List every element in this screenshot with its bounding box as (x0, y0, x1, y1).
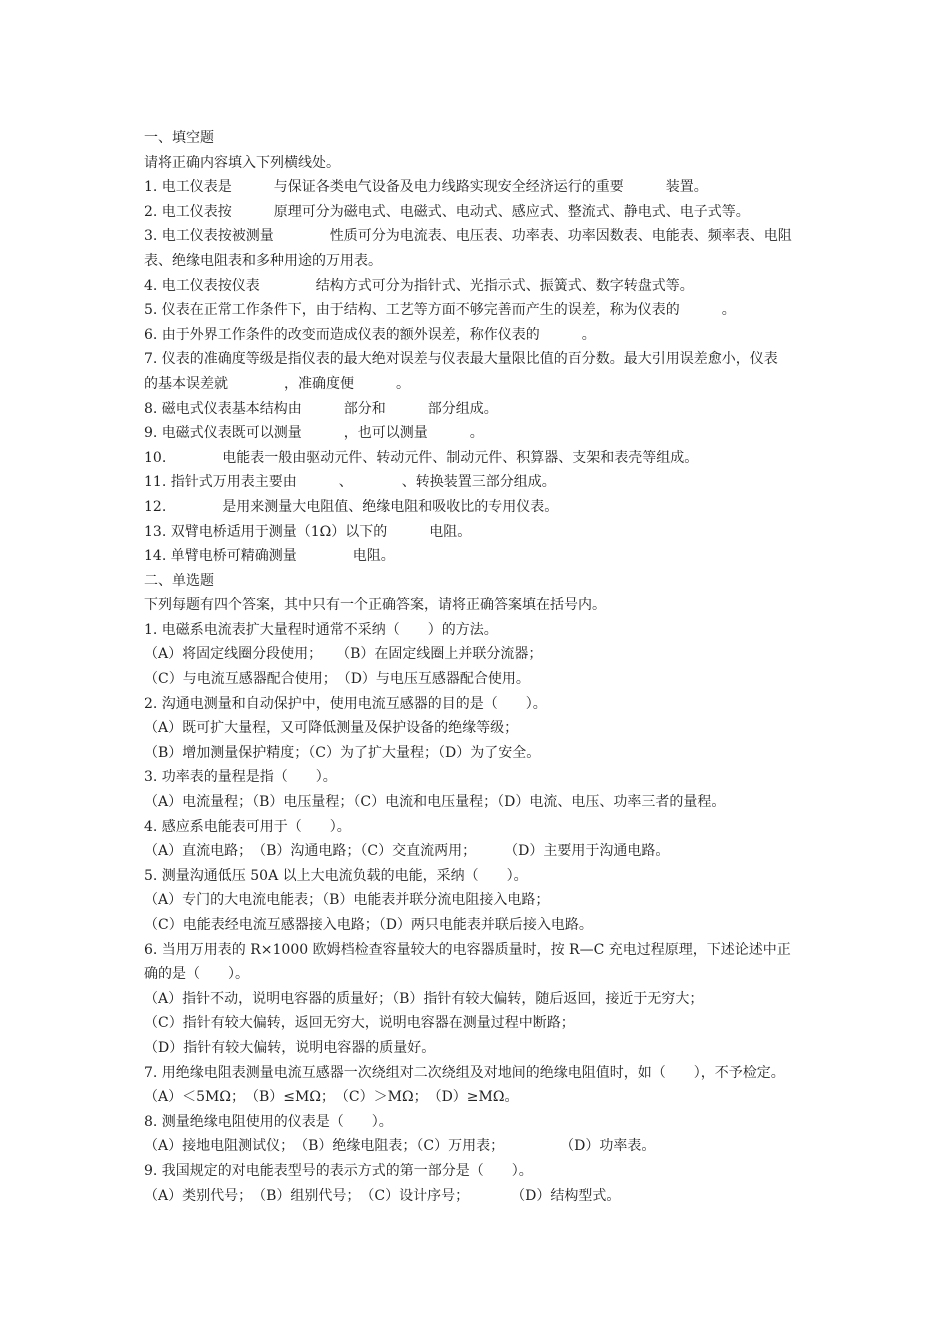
text-line: 请将正确内容填入下列横线处。 (144, 154, 340, 171)
text-line: （A）指针不动，说明电容器的质量好；（B）指针有较大偏转，随后返回，接近于无穷大； (144, 990, 704, 1007)
text-line: 表、绝缘电阻表和多种用途的万用表。 (144, 252, 382, 269)
text-line: 的基本误差就 ，准确度便 。 (144, 375, 410, 392)
text-line: 7. 用绝缘电阻表测量电流互感器一次绕组对二次绕组及对地间的绝缘电阻值时，如（ ），不予检定。 (144, 1064, 785, 1081)
text-line: 1. 电工仪表是 与保证各类电气设备及电力线路实现安全经济运行的重要 装置。 (144, 179, 708, 196)
text-line: 9. 电磁式仪表既可以测量 ，也可以测量 。 (144, 425, 484, 442)
text-line: 二、单选题 (144, 572, 214, 589)
text-line: 3. 电工仪表按被测量 性质可分为电流表、电压表、功率表、功率因数表、电能表、频率表、电阻 (144, 228, 792, 245)
text-line: 4. 电工仪表按仪表 结构方式可分为指针式、光指示式、振簧式、数字转盘式等。 (144, 277, 694, 294)
text-line: 5. 仪表在正常工作条件下，由于结构、工艺等方面不够完善而产生的误差，称为仪表的 。 (144, 302, 736, 319)
text-line: （C）与电流互感器配合使用； （D）与电压互感器配合使用。 (144, 671, 530, 688)
text-line: 8. 测量绝缘电阻使用的仪表是（ ）。 (144, 1113, 393, 1130)
text-line: 13. 双臂电桥适用于测量（1Ω）以下的 电阻。 (144, 523, 472, 540)
text-line: （B）增加测量保护精度；（C）为了扩大量程；（D）为了安全。 (144, 744, 541, 761)
text-line: 3. 功率表的量程是指（ ）。 (144, 769, 337, 786)
text-line: 1. 电磁系电流表扩大量程时通常不采纳（ ）的方法。 (144, 621, 498, 638)
text-line: （A）电流量程；（B）电压量程；（C）电流和电压量程；（D）电流、电压、功率三者的量程。 (144, 794, 726, 811)
text-line: 下列每题有四个答案，其中只有一个正确答案，请将正确答案填在括号内。 (144, 597, 606, 614)
text-line: 10. 电能表一般由驱动元件、转动元件、制动元件、积算器、支架和表壳等组成。 (144, 449, 699, 466)
text-line: 12. 是用来测量大电阻值、绝缘电阻和吸收比的专用仪表。 (144, 498, 559, 515)
text-line: （A）直流电路； （B）沟通电路；（C）交直流两用； （D）主要用于沟通电路。 (144, 843, 670, 860)
text-line: （A）将固定线圈分段使用； （B）在固定线圈上并联分流器； (144, 646, 543, 663)
text-line: （D）指针有较大偏转，说明电容器的质量好。 (144, 1039, 436, 1056)
text-line: 11. 指针式万用表主要由 、 、转换装置三部分组成。 (144, 474, 556, 491)
text-line: 确的是（ ）。 (144, 966, 249, 983)
text-line: 14. 单臂电桥可精确测量 电阻。 (144, 548, 395, 565)
text-line: （A）类别代号； （B）组别代号； （C）设计序号； （D）结构型式。 (144, 1187, 621, 1204)
text-line: 7. 仪表的准确度等级是指仪表的最大绝对误差与仪表最大量限比值的百分数。最大引用误差愈小，仪表 (144, 351, 778, 368)
document-body (144, 126, 816, 1208)
text-line: 2. 电工仪表按 原理可分为磁电式、电磁式、电动式、感应式、整流式、静电式、电子式等。 (144, 203, 750, 220)
text-line: （A）接地电阻测试仪； （B）绝缘电阻表；（C）万用表； （D）功率表。 (144, 1138, 656, 1155)
text-line: （A）专门的大电流电能表；（B）电能表并联分流电阻接入电路； (144, 892, 550, 909)
text-line: （A）＜5MΩ； （B）≤MΩ； （C）＞MΩ； （D）≥MΩ。 (144, 1089, 519, 1106)
text-line: （C）指针有较大偏转，返回无穷大，说明电容器在测量过程中断路； (144, 1015, 575, 1032)
text-line: 5. 测量沟通低压 50A 以上大电流负载的电能，采纳（ ）。 (144, 867, 528, 884)
text-line: （C）电能表经电流互感器接入电路；（D）两只电能表并联后接入电路。 (144, 917, 593, 933)
text-line: 6. 由于外界工作条件的改变而造成仪表的额外误差，称作仪表的 。 (144, 326, 596, 343)
text-line: （A）既可扩大量程，又可降低测量及保护设备的绝缘等级； (144, 720, 519, 737)
text-line: 6. 当用万用表的 R×1000 欧姆档检查容量较大的电容器质量时，按 R—C 充电过程原理，下述论述中正 (144, 941, 791, 958)
text-line: 4. 感应系电能表可用于（ ）。 (144, 818, 351, 835)
text-line: 一、填空题 (144, 130, 214, 146)
text-line: 2. 沟通电测量和自动保护中，使用电流互感器的目的是（ ）。 (144, 695, 547, 712)
text-line: 8. 磁电式仪表基本结构由 部分和 部分组成。 (144, 400, 498, 417)
text-line: 9. 我国规定的对电能表型号的表示方式的第一部分是（ ）。 (144, 1162, 533, 1179)
